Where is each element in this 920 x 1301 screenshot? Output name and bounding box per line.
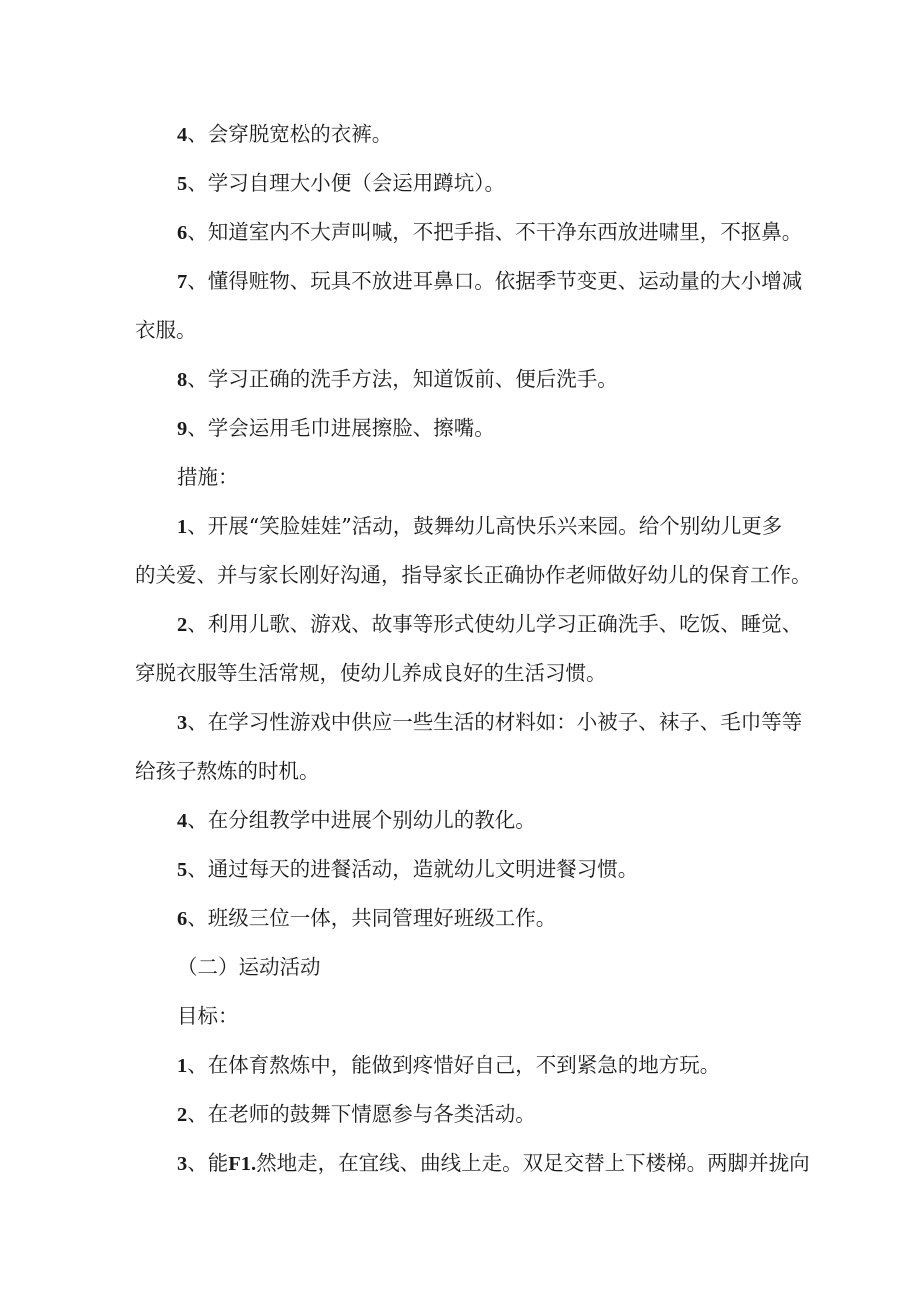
measures-heading: 措施： xyxy=(177,465,239,489)
list-item: 7、懂得赃物、玩具不放进耳鼻口。依据季节变更、运动量的大小增减 xyxy=(177,269,803,293)
list-item: 9、学会运用毛巾进展擦脸、擦嘴。 xyxy=(177,416,495,440)
measure-item-continuation: 穿脱衣服等生活常规，使幼儿养成良好的生活习惯。 xyxy=(135,661,607,685)
measure-item: 3、在学习性游戏中供应一些生活的材料如：小被子、袜子、毛巾等等 xyxy=(177,710,803,734)
list-item: 5、学习自理大小便（会运用蹲坑）。 xyxy=(177,171,505,195)
measure-item: 5、通过每天的进餐活动，造就幼儿文明进餐习惯。 xyxy=(177,857,639,881)
goals-heading: 目标： xyxy=(177,1004,239,1028)
list-item: 8、学习正确的洗手方法，知道饭前、便后洗手。 xyxy=(177,367,618,391)
goal-item: 3、能F1.然地走，在宜线、曲线上走。双足交替上下楼梯。两脚并拢向 xyxy=(177,1151,810,1175)
list-item: 4、会穿脱宽松的衣裤。 xyxy=(177,122,393,146)
list-item-continuation: 衣服。 xyxy=(135,318,197,342)
section-heading: （二）运动活动 xyxy=(177,955,321,979)
measure-item: 6、班级三位一体，共同管理好班级工作。 xyxy=(177,906,557,930)
measure-item-continuation: 的关爱、并与家长刚好沟通，指导家长正确协作老师做好幼儿的保育工作。 xyxy=(135,563,812,587)
measure-item: 1、开展“笑脸娃娃”活动，鼓舞幼儿高快乐兴来园。给个别幼儿更多 xyxy=(177,514,783,538)
goal-item: 2、在老师的鼓舞下情愿参与各类活动。 xyxy=(177,1102,536,1126)
measure-item-continuation: 给孩子熬炼的时机。 xyxy=(135,759,320,783)
list-item: 6、知道室内不大声叫喊，不把手指、不干净东西放进啸里，不抠鼻。 xyxy=(177,220,803,244)
goal-item: 1、在体育熬炼中，能做到疼惜好自己，不到紧急的地方玩。 xyxy=(177,1053,721,1077)
measure-item: 2、利用儿歌、游戏、故事等形式使幼儿学习正确洗手、吃饭、睡觉、 xyxy=(177,612,803,636)
measure-item: 4、在分组教学中进展个别幼儿的教化。 xyxy=(177,808,536,832)
